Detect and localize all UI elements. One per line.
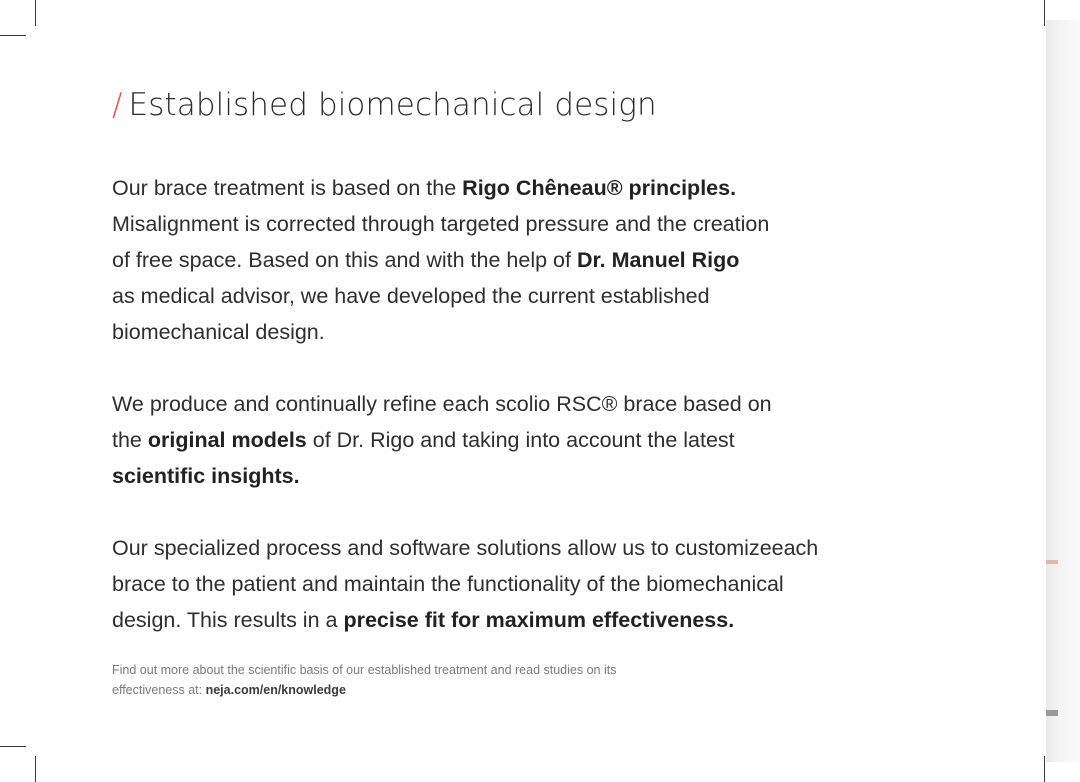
adjacent-page-image-strip — [1046, 20, 1080, 762]
knowledge-link[interactable]: neja.com/en/knowledge — [205, 683, 346, 697]
p1-line1-bold: Rigo Chêneau® principles. — [462, 176, 737, 200]
title-slash: / — [112, 87, 123, 123]
p1-line3-bold: Dr. Manuel Rigo — [576, 248, 740, 272]
paragraph-customization — [112, 530, 912, 638]
strip-accent-mark — [1046, 560, 1058, 564]
paragraph-production — [112, 386, 912, 494]
crop-mark-top-left-vertical — [35, 0, 36, 26]
crop-mark-bottom-right-vertical — [1044, 756, 1045, 782]
p2-line1: We produce and continually refine each scolio RSC® brace based on — [112, 392, 772, 416]
p3-line3-bold: precise fit for maximum effectiveness. — [343, 608, 735, 632]
page-title — [112, 84, 912, 126]
p2-line2-a: the — [112, 428, 148, 452]
p3-line3-text: design. This results in a — [112, 608, 344, 632]
crop-mark-bottom-left-horizontal — [0, 746, 26, 747]
p2-line3-bold: scientific insights. — [112, 464, 300, 488]
p1-line3-text: of free space. Based on this and with the help of — [112, 248, 577, 272]
footnote-line2-text: effectiveness at: — [112, 683, 206, 697]
main-content — [112, 84, 912, 713]
title-text: Established biomechanical design — [128, 87, 657, 123]
p1-line2: Misalignment is corrected through targeted pressure and the creation — [112, 212, 770, 236]
footnote-line1: Find out more about the scientific basis of our established treatment and read studies on its — [112, 663, 617, 677]
footnote — [112, 660, 912, 700]
p3-line2: brace to the patient and maintain the functionality of the biomechanical — [112, 572, 784, 596]
crop-mark-top-right-vertical — [1044, 0, 1045, 26]
p1-line5: biomechanical design. — [112, 320, 325, 344]
strip-dark-mark — [1046, 710, 1058, 716]
p2-line2-b: of Dr. Rigo and taking into account the latest — [306, 428, 735, 452]
p3-line1: Our specialized process and software solutions allow us to customizeeach — [112, 536, 819, 560]
p1-line1-text: Our brace treatment is based on the — [112, 176, 463, 200]
crop-mark-top-left-horizontal — [0, 35, 26, 36]
p2-line2-bold: original models — [147, 428, 307, 452]
crop-mark-bottom-left-vertical — [35, 756, 36, 782]
paragraph-principles — [112, 170, 912, 350]
p1-line4: as medical advisor, we have developed the current established — [112, 284, 710, 308]
